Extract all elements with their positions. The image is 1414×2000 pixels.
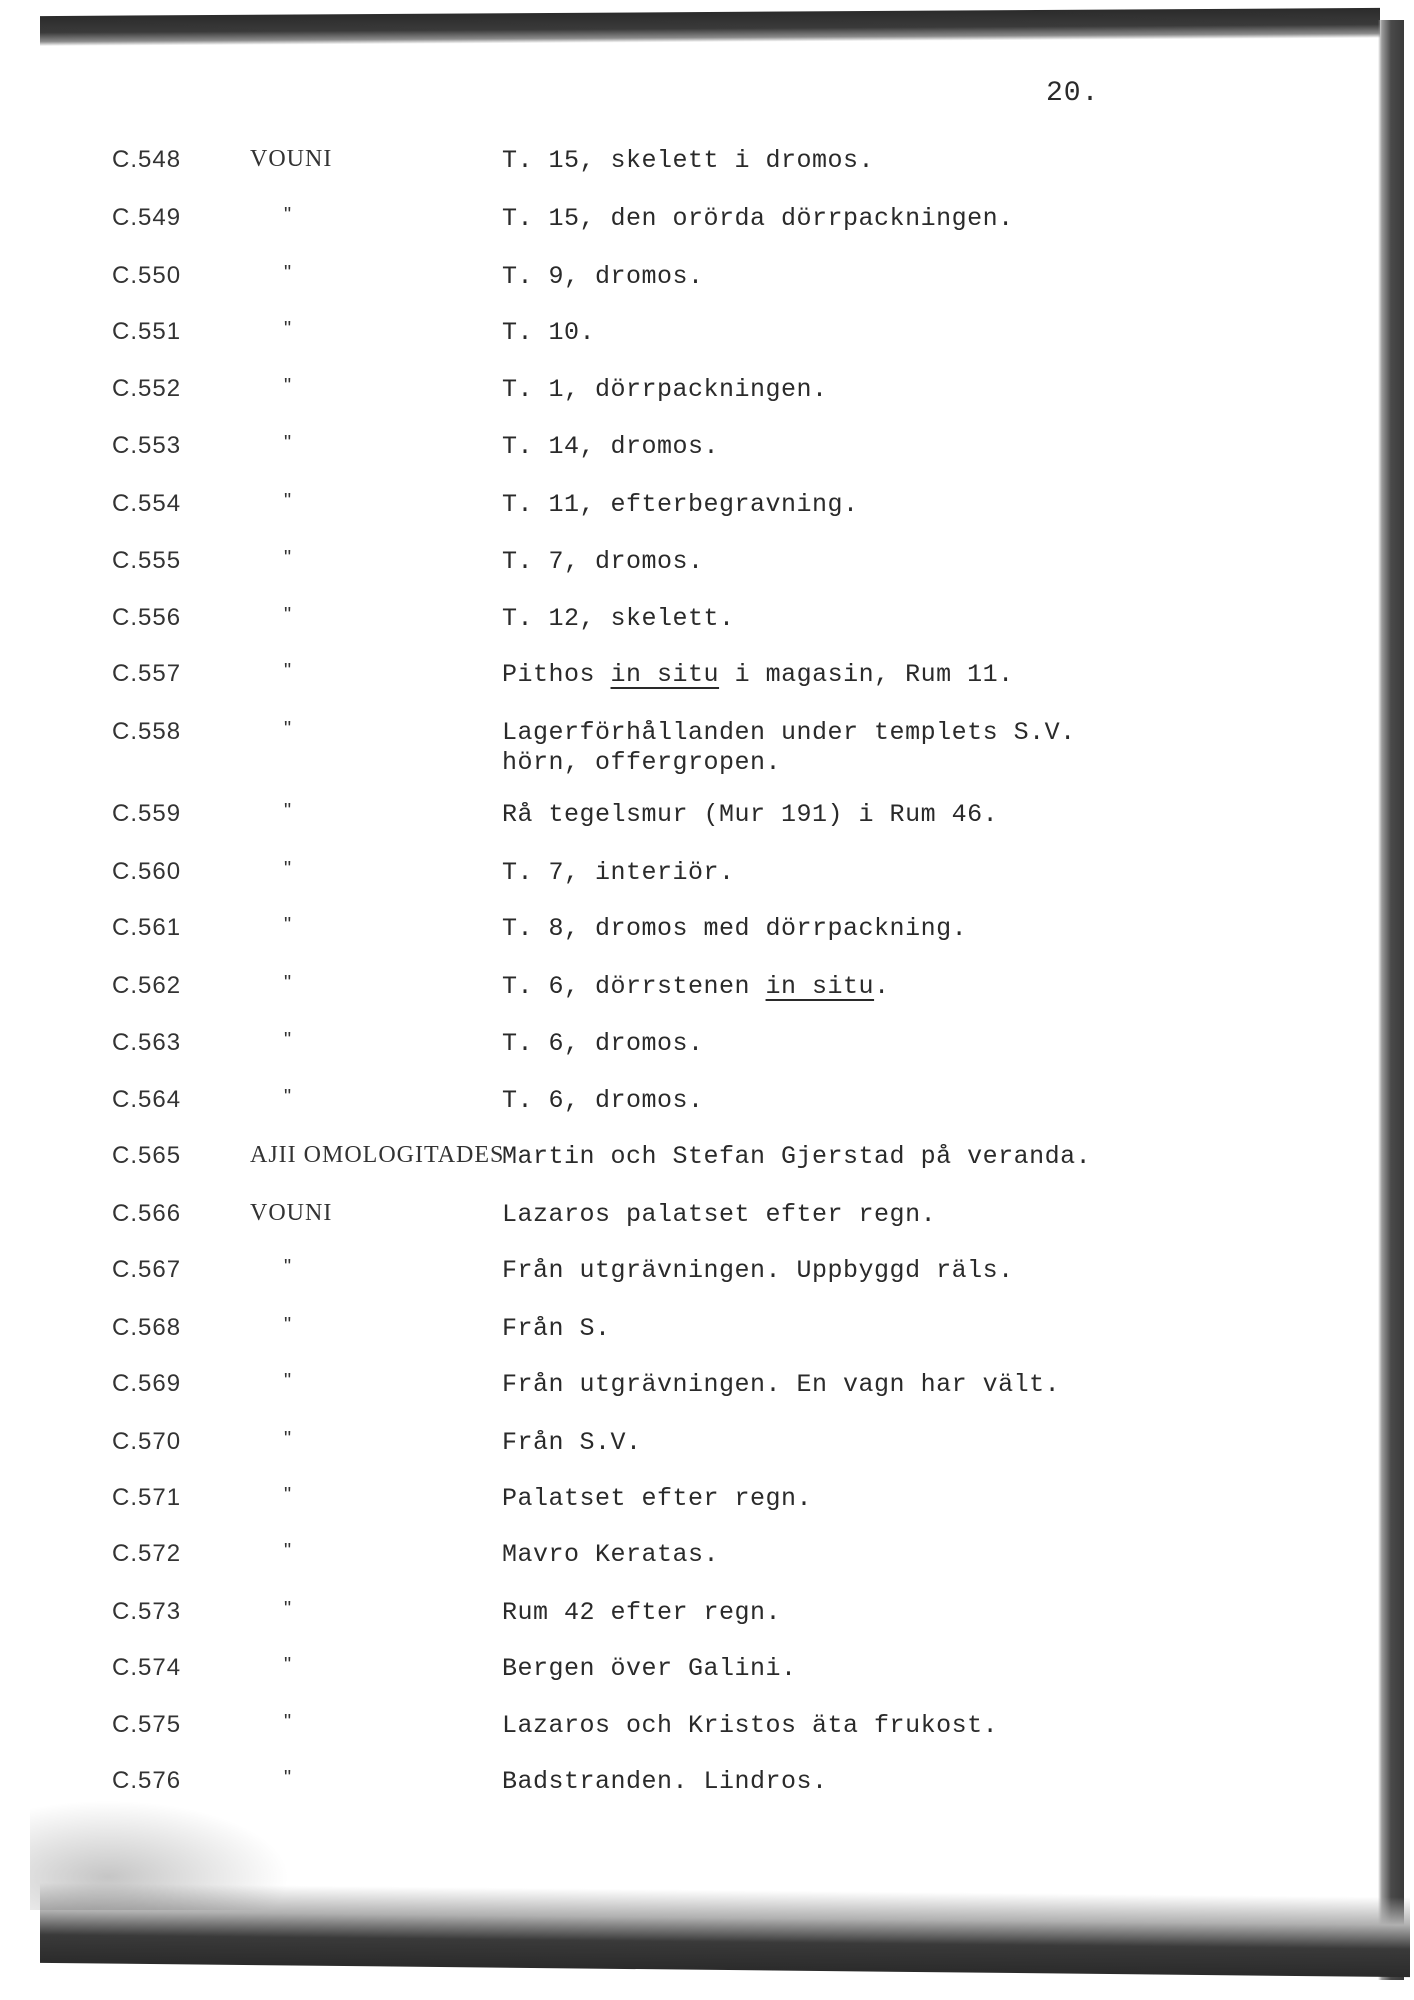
- description-line: T. 6, dromos.: [502, 1029, 704, 1058]
- entry-description: [502, 375, 828, 405]
- entry-site: VOUNI: [250, 146, 333, 172]
- description-line: Från S.V.: [502, 1428, 642, 1457]
- list-item: [0, 375, 1414, 415]
- entry-number: C.574: [112, 1654, 182, 1681]
- description-line: T. 7, interiör.: [502, 858, 735, 887]
- list-item: [0, 1200, 1414, 1240]
- entry-site: ": [284, 1314, 293, 1336]
- entry-description: [502, 547, 704, 577]
- entry-description: [502, 1540, 719, 1570]
- entry-number: C.568: [112, 1314, 182, 1341]
- entry-number: C.564: [112, 1086, 182, 1113]
- entry-number: C.553: [112, 432, 182, 459]
- entry-site: ": [284, 1654, 293, 1676]
- description-line: Från S.: [502, 1314, 611, 1343]
- entry-number: C.567: [112, 1256, 182, 1283]
- description-line: T. 6, dörrstenen in situ.: [502, 972, 890, 1001]
- entry-number: C.559: [112, 800, 182, 827]
- entry-number: C.571: [112, 1484, 182, 1511]
- entry-description: [502, 604, 735, 634]
- description-line: hörn, offergropen.: [502, 748, 782, 777]
- list-item: [0, 1540, 1414, 1580]
- entry-site: ": [284, 318, 293, 340]
- description-line: Martin och Stefan Gjerstad på veranda.: [502, 1142, 1092, 1171]
- entry-site: ": [284, 204, 293, 226]
- description-line: T. 15, den orörda dörrpackningen.: [502, 204, 1014, 233]
- list-item: [0, 1484, 1414, 1524]
- entry-number: C.576: [112, 1767, 182, 1794]
- description-line: T. 7, dromos.: [502, 547, 704, 576]
- entry-description: [502, 432, 719, 462]
- entry-description: [502, 1142, 1091, 1172]
- list-item: [0, 1598, 1414, 1638]
- entry-description: [502, 1598, 781, 1628]
- list-item: [0, 432, 1414, 472]
- entry-site: ": [284, 660, 293, 682]
- entry-number: C.557: [112, 660, 182, 687]
- entry-number: C.572: [112, 1540, 182, 1567]
- entry-number: C.562: [112, 972, 182, 999]
- entry-number: C.555: [112, 547, 182, 574]
- list-item: [0, 1370, 1414, 1410]
- entry-site: ": [284, 972, 293, 994]
- description-line: T. 11, efterbegravning.: [502, 490, 859, 519]
- description-line: Badstranden. Lindros.: [502, 1767, 828, 1796]
- entry-number: C.573: [112, 1598, 182, 1625]
- description-line: Rå tegelsmur (Mur 191) i Rum 46.: [502, 800, 999, 829]
- entry-number: C.560: [112, 858, 182, 885]
- description-line: Lazaros och Kristos äta frukost.: [502, 1711, 999, 1740]
- entry-site: ": [284, 718, 293, 740]
- list-item: [0, 1314, 1414, 1354]
- entry-number: C.575: [112, 1711, 182, 1738]
- description-line: Pithos in situ i magasin, Rum 11.: [502, 660, 1014, 689]
- list-item: [0, 1256, 1414, 1296]
- list-item: [0, 1711, 1414, 1751]
- description-line: Palatset efter regn.: [502, 1484, 813, 1513]
- entry-site: ": [284, 1598, 293, 1620]
- list-item: [0, 204, 1414, 244]
- description-line: T. 9, dromos.: [502, 262, 704, 291]
- entry-number: C.563: [112, 1029, 182, 1056]
- entry-site: VOUNI: [250, 1200, 333, 1226]
- entry-description: [502, 1484, 812, 1514]
- entry-number: C.554: [112, 490, 182, 517]
- list-item: [0, 660, 1414, 700]
- entry-number: C.561: [112, 914, 182, 941]
- entry-site: ": [284, 858, 293, 880]
- description-line: Bergen över Galini.: [502, 1654, 797, 1683]
- list-item: [0, 547, 1414, 587]
- list-item: [0, 858, 1414, 898]
- list-item: [0, 604, 1414, 644]
- list-item: [0, 1086, 1414, 1126]
- list-item: [0, 1654, 1414, 1694]
- entry-description: [502, 1314, 611, 1344]
- description-line: T. 15, skelett i dromos.: [502, 146, 875, 175]
- entry-description: [502, 1029, 704, 1059]
- entry-site: ": [284, 1711, 293, 1733]
- description-line: T. 8, dromos med dörrpackning.: [502, 914, 968, 943]
- entry-number: C.570: [112, 1428, 182, 1455]
- list-item: [0, 490, 1414, 530]
- entry-description: [502, 718, 1076, 778]
- list-item: [0, 914, 1414, 954]
- entry-number: C.551: [112, 318, 182, 345]
- entry-description: [502, 1086, 704, 1116]
- entry-site: ": [284, 604, 293, 626]
- description-line: T. 14, dromos.: [502, 432, 720, 461]
- list-item: [0, 318, 1414, 358]
- entry-description: [502, 1711, 998, 1741]
- entry-description: [502, 858, 735, 888]
- entry-description: [502, 1654, 797, 1684]
- description-line: Mavro Keratas.: [502, 1540, 720, 1569]
- list-item: [0, 1029, 1414, 1069]
- description-line: T. 6, dromos.: [502, 1086, 704, 1115]
- entry-number: C.565: [112, 1142, 182, 1169]
- entry-site: ": [284, 1029, 293, 1051]
- underlined-term: in situ: [765, 972, 875, 1001]
- entry-site: ": [284, 432, 293, 454]
- list-item: [0, 972, 1414, 1012]
- description-line: T. 1, dörrpackningen.: [502, 375, 828, 404]
- list-item: [0, 800, 1414, 840]
- entry-site: ": [284, 1484, 293, 1506]
- list-item: [0, 718, 1414, 777]
- entry-site: ": [284, 262, 293, 284]
- entry-site: ": [284, 490, 293, 512]
- entry-description: [502, 660, 1014, 690]
- list-item: [0, 146, 1414, 186]
- entry-number: C.569: [112, 1370, 182, 1397]
- entry-site: ": [284, 375, 293, 397]
- entry-description: [502, 146, 874, 176]
- description-line: Lagerförhållanden under templets S.V.: [502, 718, 1076, 747]
- entry-site: ": [284, 1086, 293, 1108]
- list-item: [0, 1767, 1414, 1807]
- entry-description: [502, 972, 890, 1002]
- list-item: [0, 262, 1414, 302]
- entry-site: ": [284, 800, 293, 822]
- entry-number: C.548: [112, 146, 182, 173]
- description-line: T. 10.: [502, 318, 596, 347]
- list-item: [0, 1428, 1414, 1468]
- entry-description: [502, 1370, 1060, 1400]
- entry-number: C.566: [112, 1200, 182, 1227]
- entry-number: C.552: [112, 375, 182, 402]
- entry-description: [502, 262, 704, 292]
- entry-site: ": [284, 1256, 293, 1278]
- entry-number: C.556: [112, 604, 182, 631]
- entry-description: [502, 1428, 642, 1458]
- entry-description: [502, 1200, 936, 1230]
- entry-description: [502, 1767, 828, 1797]
- description-line: T. 12, skelett.: [502, 604, 735, 633]
- description-line: Rum 42 efter regn.: [502, 1598, 782, 1627]
- description-line: Från utgrävningen. En vagn har vält.: [502, 1370, 1061, 1399]
- entry-site: ": [284, 1370, 293, 1392]
- underlined-term: in situ: [610, 660, 720, 689]
- description-line: Från utgrävningen. Uppbyggd räls.: [502, 1256, 1014, 1285]
- entry-description: [502, 914, 967, 944]
- entry-description: [502, 318, 595, 348]
- page-number: 20.: [1046, 78, 1100, 109]
- entry-number: C.550: [112, 262, 182, 289]
- entry-description: [502, 204, 1014, 234]
- entry-site: ": [284, 914, 293, 936]
- entry-description: [502, 490, 859, 520]
- entry-description: [502, 800, 998, 830]
- entry-description: [502, 1256, 1014, 1286]
- entry-site: ": [284, 1428, 293, 1450]
- entry-site: AJII OMOLOGITADES: [250, 1142, 505, 1168]
- description-line: Lazaros palatset efter regn.: [502, 1200, 937, 1229]
- entry-site: ": [284, 1767, 293, 1789]
- entry-site: ": [284, 1540, 293, 1562]
- entry-site: ": [284, 547, 293, 569]
- entry-number: C.549: [112, 204, 182, 231]
- entry-number: C.558: [112, 718, 182, 745]
- list-item: [0, 1142, 1414, 1182]
